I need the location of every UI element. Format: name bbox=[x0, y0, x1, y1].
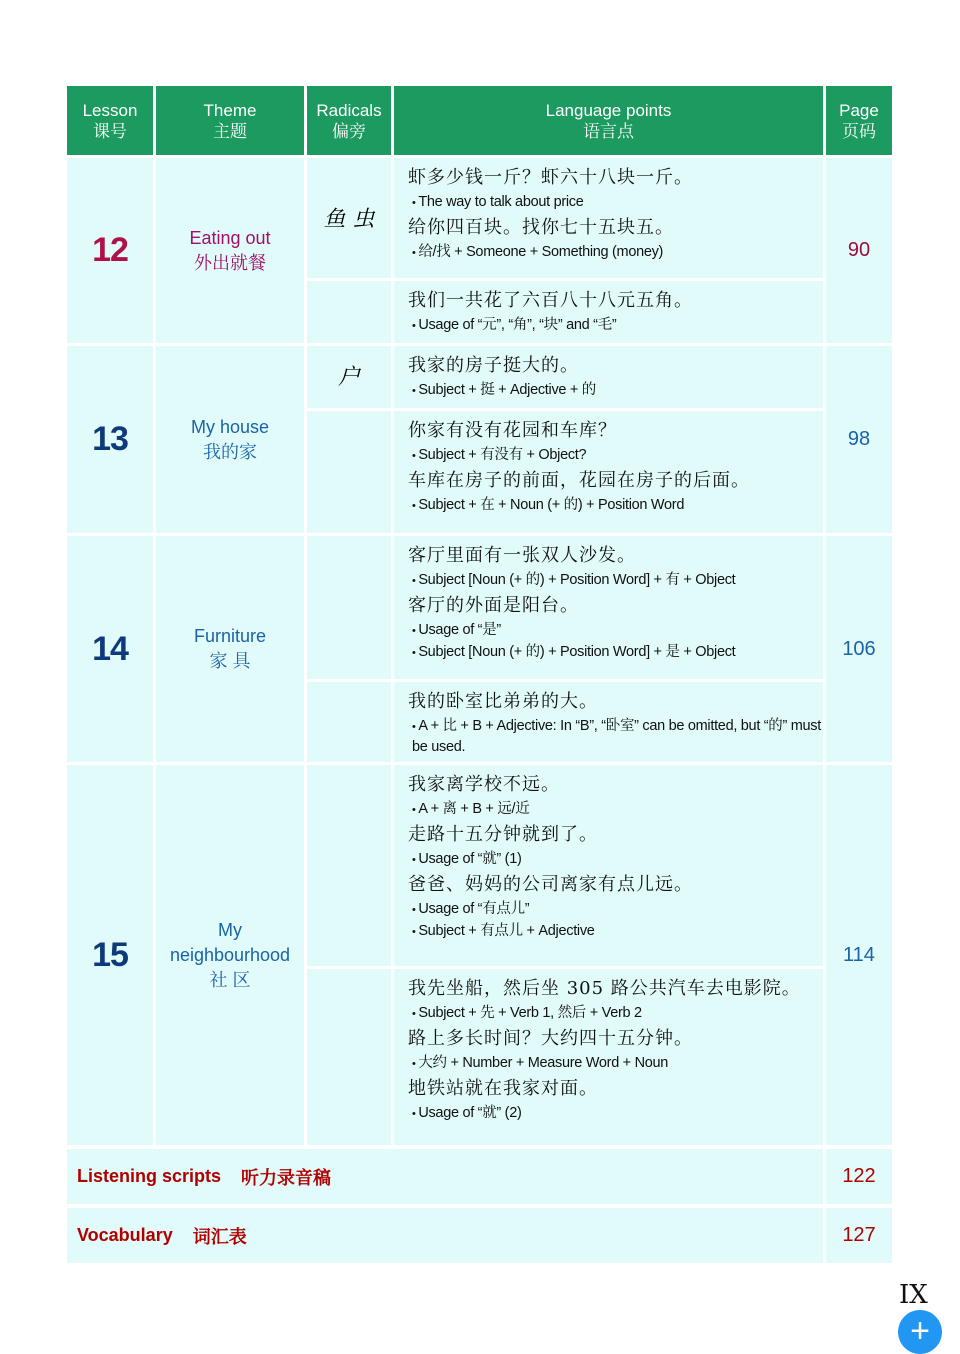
theme-en: Furniture bbox=[193, 626, 267, 646]
lesson-number: 13 bbox=[67, 346, 153, 533]
language-points-cell bbox=[394, 969, 823, 1145]
example-sentence: 客厅的外面是阳台。 bbox=[408, 595, 579, 616]
grammar-point: • Usage of “就” (1) bbox=[408, 849, 823, 870]
header-language-points bbox=[394, 86, 823, 155]
example-sentence: 你家有没有花园和车库？ bbox=[408, 420, 617, 441]
page-number-cell: 98 bbox=[826, 346, 892, 533]
lesson-theme bbox=[156, 536, 304, 762]
grammar-point: • Subject + 挺 + Adjective + 的 bbox=[408, 380, 823, 401]
grammar-point: • Subject + 在 + Noun (+ 的) + Position Word bbox=[408, 495, 823, 516]
header-page-en: Page bbox=[839, 100, 879, 120]
grammar-point: • Usage of “是” bbox=[408, 620, 823, 641]
header-theme-zh: 主题 bbox=[213, 121, 247, 141]
example-sentence: 我的卧室比弟弟的大。 bbox=[408, 691, 598, 712]
language-points-cell bbox=[394, 346, 823, 408]
example-sentence: 爸爸、妈妈的公司离家有点儿远。 bbox=[408, 874, 693, 895]
header-theme bbox=[156, 86, 304, 155]
radical-cell bbox=[307, 765, 391, 966]
theme-en: Eating out bbox=[189, 227, 271, 248]
radical-cell: 鱼 虫 bbox=[307, 158, 391, 278]
lesson-number: 15 bbox=[67, 765, 153, 1145]
footer-page: 122 bbox=[826, 1149, 892, 1204]
header-theme-en: Theme bbox=[203, 100, 257, 120]
plus-icon: + bbox=[910, 1312, 930, 1350]
radical-cell bbox=[307, 536, 391, 679]
header-lesson-zh: 课号 bbox=[93, 121, 127, 141]
example-sentence: 我家离学校不远。 bbox=[408, 774, 560, 795]
lesson-number: 14 bbox=[67, 536, 153, 762]
example-sentence: 走路十五分钟就到了。 bbox=[408, 824, 598, 845]
header-page bbox=[826, 86, 892, 155]
grammar-point: • A + 离 + B + 远/近 bbox=[408, 799, 823, 820]
grammar-point: • Usage of “元”, “角”, “块” and “毛” bbox=[408, 315, 823, 336]
example-sentence: 路上多长时间？大约四十五分钟。 bbox=[408, 1028, 693, 1049]
footer-listening-scripts[interactable] bbox=[67, 1149, 823, 1204]
grammar-point: • 大约 + Number + Measure Word + Noun bbox=[408, 1053, 823, 1074]
grammar-point: • 给/找 + Someone + Something (money) bbox=[408, 242, 823, 263]
header-radicals bbox=[307, 86, 391, 155]
theme-en: My neighbourhood bbox=[169, 919, 291, 965]
example-sentence: 客厅里面有一张双人沙发。 bbox=[408, 545, 636, 566]
header-lp-en: Language points bbox=[545, 100, 672, 120]
grammar-point: • Subject + 有点儿 + Adjective bbox=[408, 921, 823, 942]
theme-zh: 社 区 bbox=[209, 969, 251, 990]
header-radicals-zh: 偏旁 bbox=[332, 121, 366, 141]
header-lesson bbox=[67, 86, 153, 155]
page-number: IX bbox=[899, 1280, 928, 1310]
radical-cell: 户 bbox=[307, 346, 391, 408]
radical-cell bbox=[307, 682, 391, 762]
language-points-cell bbox=[394, 281, 823, 343]
language-points-cell bbox=[394, 682, 823, 762]
language-points-cell bbox=[394, 411, 823, 533]
example-sentence: 虾多少钱一斤？虾六十八块一斤。 bbox=[408, 167, 693, 188]
grammar-point: • Subject [Noun (+ 的) + Position Word] + 有 + Object bbox=[408, 570, 823, 591]
language-points-cell bbox=[394, 158, 823, 278]
lesson-theme bbox=[156, 765, 304, 1145]
example-sentence: 车库在房子的前面，花园在房子的后面。 bbox=[408, 470, 750, 491]
footer-label-zh: 听力录音稿 bbox=[241, 1167, 332, 1188]
example-sentence: 我先坐船，然后坐 305 路公共汽车去电影院。 bbox=[408, 978, 801, 999]
header-lesson-en: Lesson bbox=[82, 100, 138, 120]
example-sentence: 地铁站就在我家对面。 bbox=[408, 1078, 598, 1099]
example-sentence: 我家的房子挺大的。 bbox=[408, 355, 579, 376]
language-points-cell bbox=[394, 536, 823, 679]
footer-label-en: Vocabulary bbox=[77, 1225, 173, 1245]
page-number-cell: 90 bbox=[826, 158, 892, 343]
footer-vocabulary[interactable] bbox=[67, 1208, 823, 1263]
grammar-point: • Subject [Noun (+ 的) + Position Word] + 是 + Object bbox=[408, 642, 823, 663]
footer-page: 127 bbox=[826, 1208, 892, 1263]
example-sentence: 我们一共花了六百八十八元五角。 bbox=[408, 290, 693, 311]
lesson-theme bbox=[156, 158, 304, 343]
footer-label-en: Listening scripts bbox=[77, 1166, 222, 1186]
language-points-cell bbox=[394, 765, 823, 966]
header-page-zh: 页码 bbox=[842, 121, 876, 141]
page-number-cell: 106 bbox=[826, 536, 892, 762]
grammar-point: • Usage of “有点儿” bbox=[408, 899, 823, 920]
theme-zh: 家 具 bbox=[209, 651, 251, 671]
grammar-point: • Usage of “就” (2) bbox=[408, 1103, 823, 1124]
header-lp-zh: 语言点 bbox=[583, 121, 634, 141]
example-sentence: 给你四百块。找你七十五块五。 bbox=[408, 217, 674, 238]
radical-cell bbox=[307, 411, 391, 533]
add-button[interactable] bbox=[898, 1310, 942, 1354]
page-number-cell: 114 bbox=[826, 765, 892, 1145]
grammar-point: • A + 比 + B + Adjective: In “B”, “卧室” can be omitted, but “的” must be used. bbox=[408, 716, 823, 757]
header-radicals-en: Radicals bbox=[316, 100, 382, 120]
radical-cell bbox=[307, 969, 391, 1145]
theme-zh: 我的家 bbox=[203, 441, 257, 462]
lesson-theme bbox=[156, 346, 304, 533]
grammar-point: • The way to talk about price bbox=[408, 192, 823, 213]
theme-zh: 外出就餐 bbox=[194, 252, 266, 273]
radical-cell bbox=[307, 281, 391, 343]
lesson-number: 12 bbox=[67, 158, 153, 343]
theme-en: My house bbox=[190, 416, 270, 437]
grammar-point: • Subject + 有没有 + Object? bbox=[408, 445, 823, 466]
footer-label-zh: 词汇表 bbox=[192, 1226, 247, 1247]
grammar-point: • Subject + 先 + Verb 1, 然后 + Verb 2 bbox=[408, 1003, 823, 1024]
